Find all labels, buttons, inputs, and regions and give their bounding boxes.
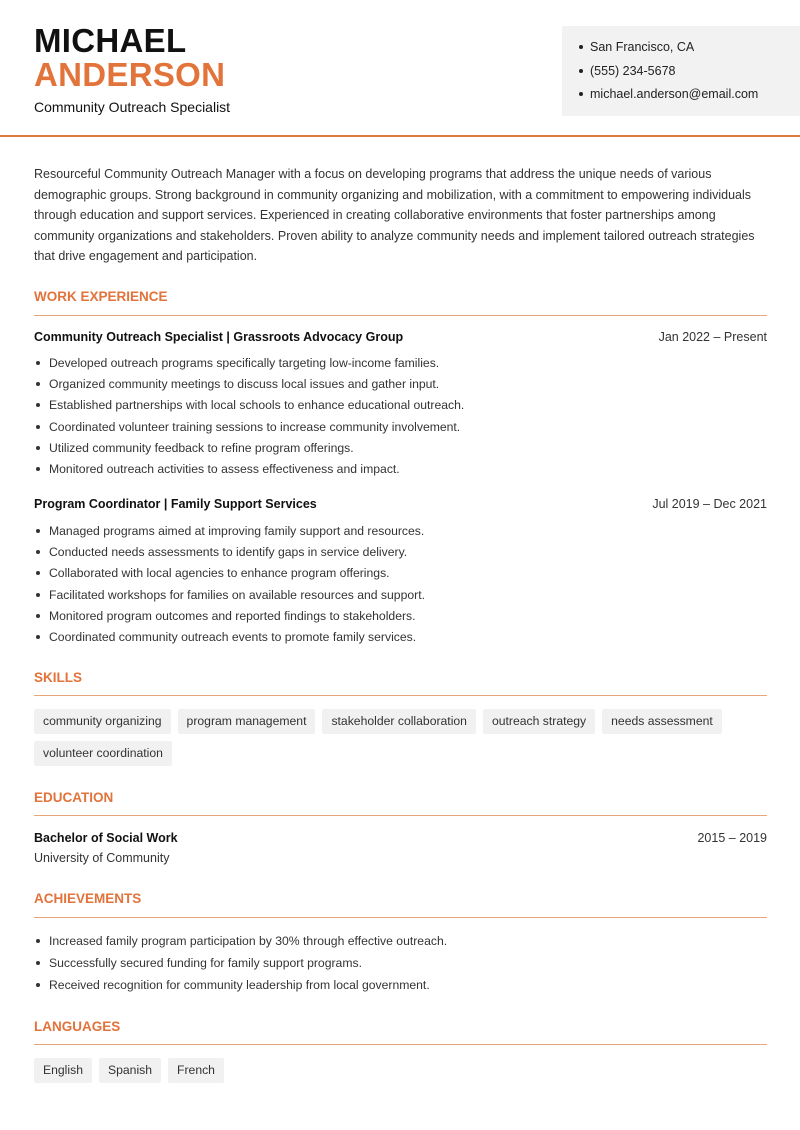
bullet-icon <box>36 361 40 365</box>
bullet-icon <box>36 550 40 554</box>
bullet-text: Developed outreach programs specifically targeting low-income families. <box>49 356 440 370</box>
skill-tag: needs assessment <box>602 709 722 734</box>
achievement-text: Received recognition for community leadership from local government. <box>49 978 430 992</box>
list-item <box>34 440 767 461</box>
bullet-icon <box>36 467 40 471</box>
resume-header <box>0 0 800 137</box>
bullet-text: Collaborated with local agencies to enhance program offerings. <box>49 566 390 581</box>
skill-tag: volunteer coordination <box>34 741 172 766</box>
job-title: Community Outreach Specialist <box>34 99 231 115</box>
bullet-text: Monitored program outcomes and reported findings to stakeholders. <box>49 608 416 623</box>
achievements-list <box>34 933 767 999</box>
skill-tag: outreach strategy <box>483 709 595 734</box>
contact-location <box>579 39 800 63</box>
bullet-icon <box>36 446 40 450</box>
bullet-icon <box>579 45 583 49</box>
list-item <box>34 629 767 650</box>
achievement-text: Increased family program participation by 30% through effective outreach. <box>49 934 448 948</box>
skill-tag: program management <box>178 709 316 734</box>
email-text: michael.anderson@email.com <box>590 87 759 101</box>
section-title-education: EDUCATION <box>34 790 114 805</box>
section-divider <box>34 917 767 918</box>
list-item <box>34 461 767 482</box>
bullet-icon <box>36 961 40 965</box>
list-item <box>34 608 767 629</box>
skill-tag: community organizing <box>34 709 171 734</box>
bullet-text: Established partnerships with local schools to enhance educational outreach. <box>49 398 465 413</box>
bullet-icon <box>36 939 40 943</box>
bullet-icon <box>36 614 40 618</box>
list-item <box>34 587 767 608</box>
bullet-text: Facilitated workshops for families on available resources and support. <box>49 587 425 602</box>
degree: Bachelor of Social Work <box>34 831 178 845</box>
list-item <box>34 355 767 376</box>
education-header <box>34 831 767 845</box>
languages-list <box>34 1058 767 1083</box>
section-title-work: WORK EXPERIENCE <box>34 289 168 304</box>
section-divider <box>34 315 767 316</box>
contact-email <box>579 86 800 110</box>
bullet-icon <box>579 92 583 96</box>
bullet-icon <box>579 69 583 73</box>
section-divider <box>34 815 767 816</box>
bullet-icon <box>36 571 40 575</box>
list-item <box>34 523 767 544</box>
last-name: ANDERSON <box>34 56 226 93</box>
list-item <box>34 376 767 397</box>
list-item <box>34 977 767 999</box>
language-tag: English <box>34 1058 92 1083</box>
bullet-text: Utilized community feedback to refine program offerings. <box>49 440 354 455</box>
list-item <box>34 419 767 440</box>
section-title-languages: LANGUAGES <box>34 1019 121 1034</box>
bullet-icon <box>36 382 40 386</box>
contact-phone <box>579 63 800 87</box>
job-bullets <box>34 523 767 650</box>
bullet-icon <box>36 529 40 533</box>
job-role: Program Coordinator | Family Support Services <box>34 497 317 511</box>
bullet-text: Monitored outreach activities to assess effectiveness and impact. <box>49 461 400 476</box>
bullet-text: Coordinated community outreach events to promote family services. <box>49 629 417 644</box>
job-header <box>34 330 767 344</box>
job-role: Community Outreach Specialist | Grassroots Advocacy Group <box>34 330 404 344</box>
first-name: MICHAEL <box>34 22 187 59</box>
phone-text: (555) 234-5678 <box>590 63 676 78</box>
contact-box <box>562 26 800 116</box>
bullet-icon <box>36 983 40 987</box>
school-name: University of Community <box>34 851 170 865</box>
language-tag: Spanish <box>99 1058 161 1083</box>
bullet-text: Managed programs aimed at improving family support and resources. <box>49 524 425 538</box>
location-text: San Francisco, CA <box>590 40 695 54</box>
section-divider <box>34 695 767 696</box>
list-item <box>34 565 767 586</box>
skills-list <box>34 709 734 766</box>
skill-tag: stakeholder collaboration <box>322 709 476 734</box>
bullet-icon <box>36 635 40 639</box>
bullet-text: Coordinated volunteer training sessions to increase community involvement. <box>49 419 461 434</box>
job-dates: Jan 2022 – Present <box>658 330 767 344</box>
list-item <box>34 933 767 955</box>
section-divider <box>34 1044 767 1045</box>
job-bullets <box>34 355 767 482</box>
bullet-icon <box>36 425 40 429</box>
bullet-text: Conducted needs assessments to identify gaps in service delivery. <box>49 545 408 560</box>
bullet-text: Organized community meetings to discuss local issues and gather input. <box>49 377 440 392</box>
job-header <box>34 497 767 511</box>
achievement-text: Successfully secured funding for family support programs. <box>49 956 362 970</box>
list-item <box>34 955 767 977</box>
list-item <box>34 397 767 418</box>
education-dates: 2015 – 2019 <box>697 831 767 845</box>
job-dates: Jul 2019 – Dec 2021 <box>652 497 767 511</box>
bullet-icon <box>36 593 40 597</box>
section-title-skills: SKILLS <box>34 670 83 685</box>
section-title-achievements: ACHIEVEMENTS <box>34 891 142 906</box>
list-item <box>34 544 767 565</box>
summary-paragraph: Resourceful Community Outreach Manager with a focus on developing programs that address the unique needs of various demographic groups. Strong background in community organizing and mobilization, with a commitment to empowering individuals through education and support services. Experienced in creating collaborative environments that foster partnerships among community organizations and stakeholders. Proven ability to analyze community needs and implement tailored outreach strategies that drive engagement and participation. <box>34 167 755 263</box>
bullet-icon <box>36 403 40 407</box>
language-tag: French <box>168 1058 224 1083</box>
